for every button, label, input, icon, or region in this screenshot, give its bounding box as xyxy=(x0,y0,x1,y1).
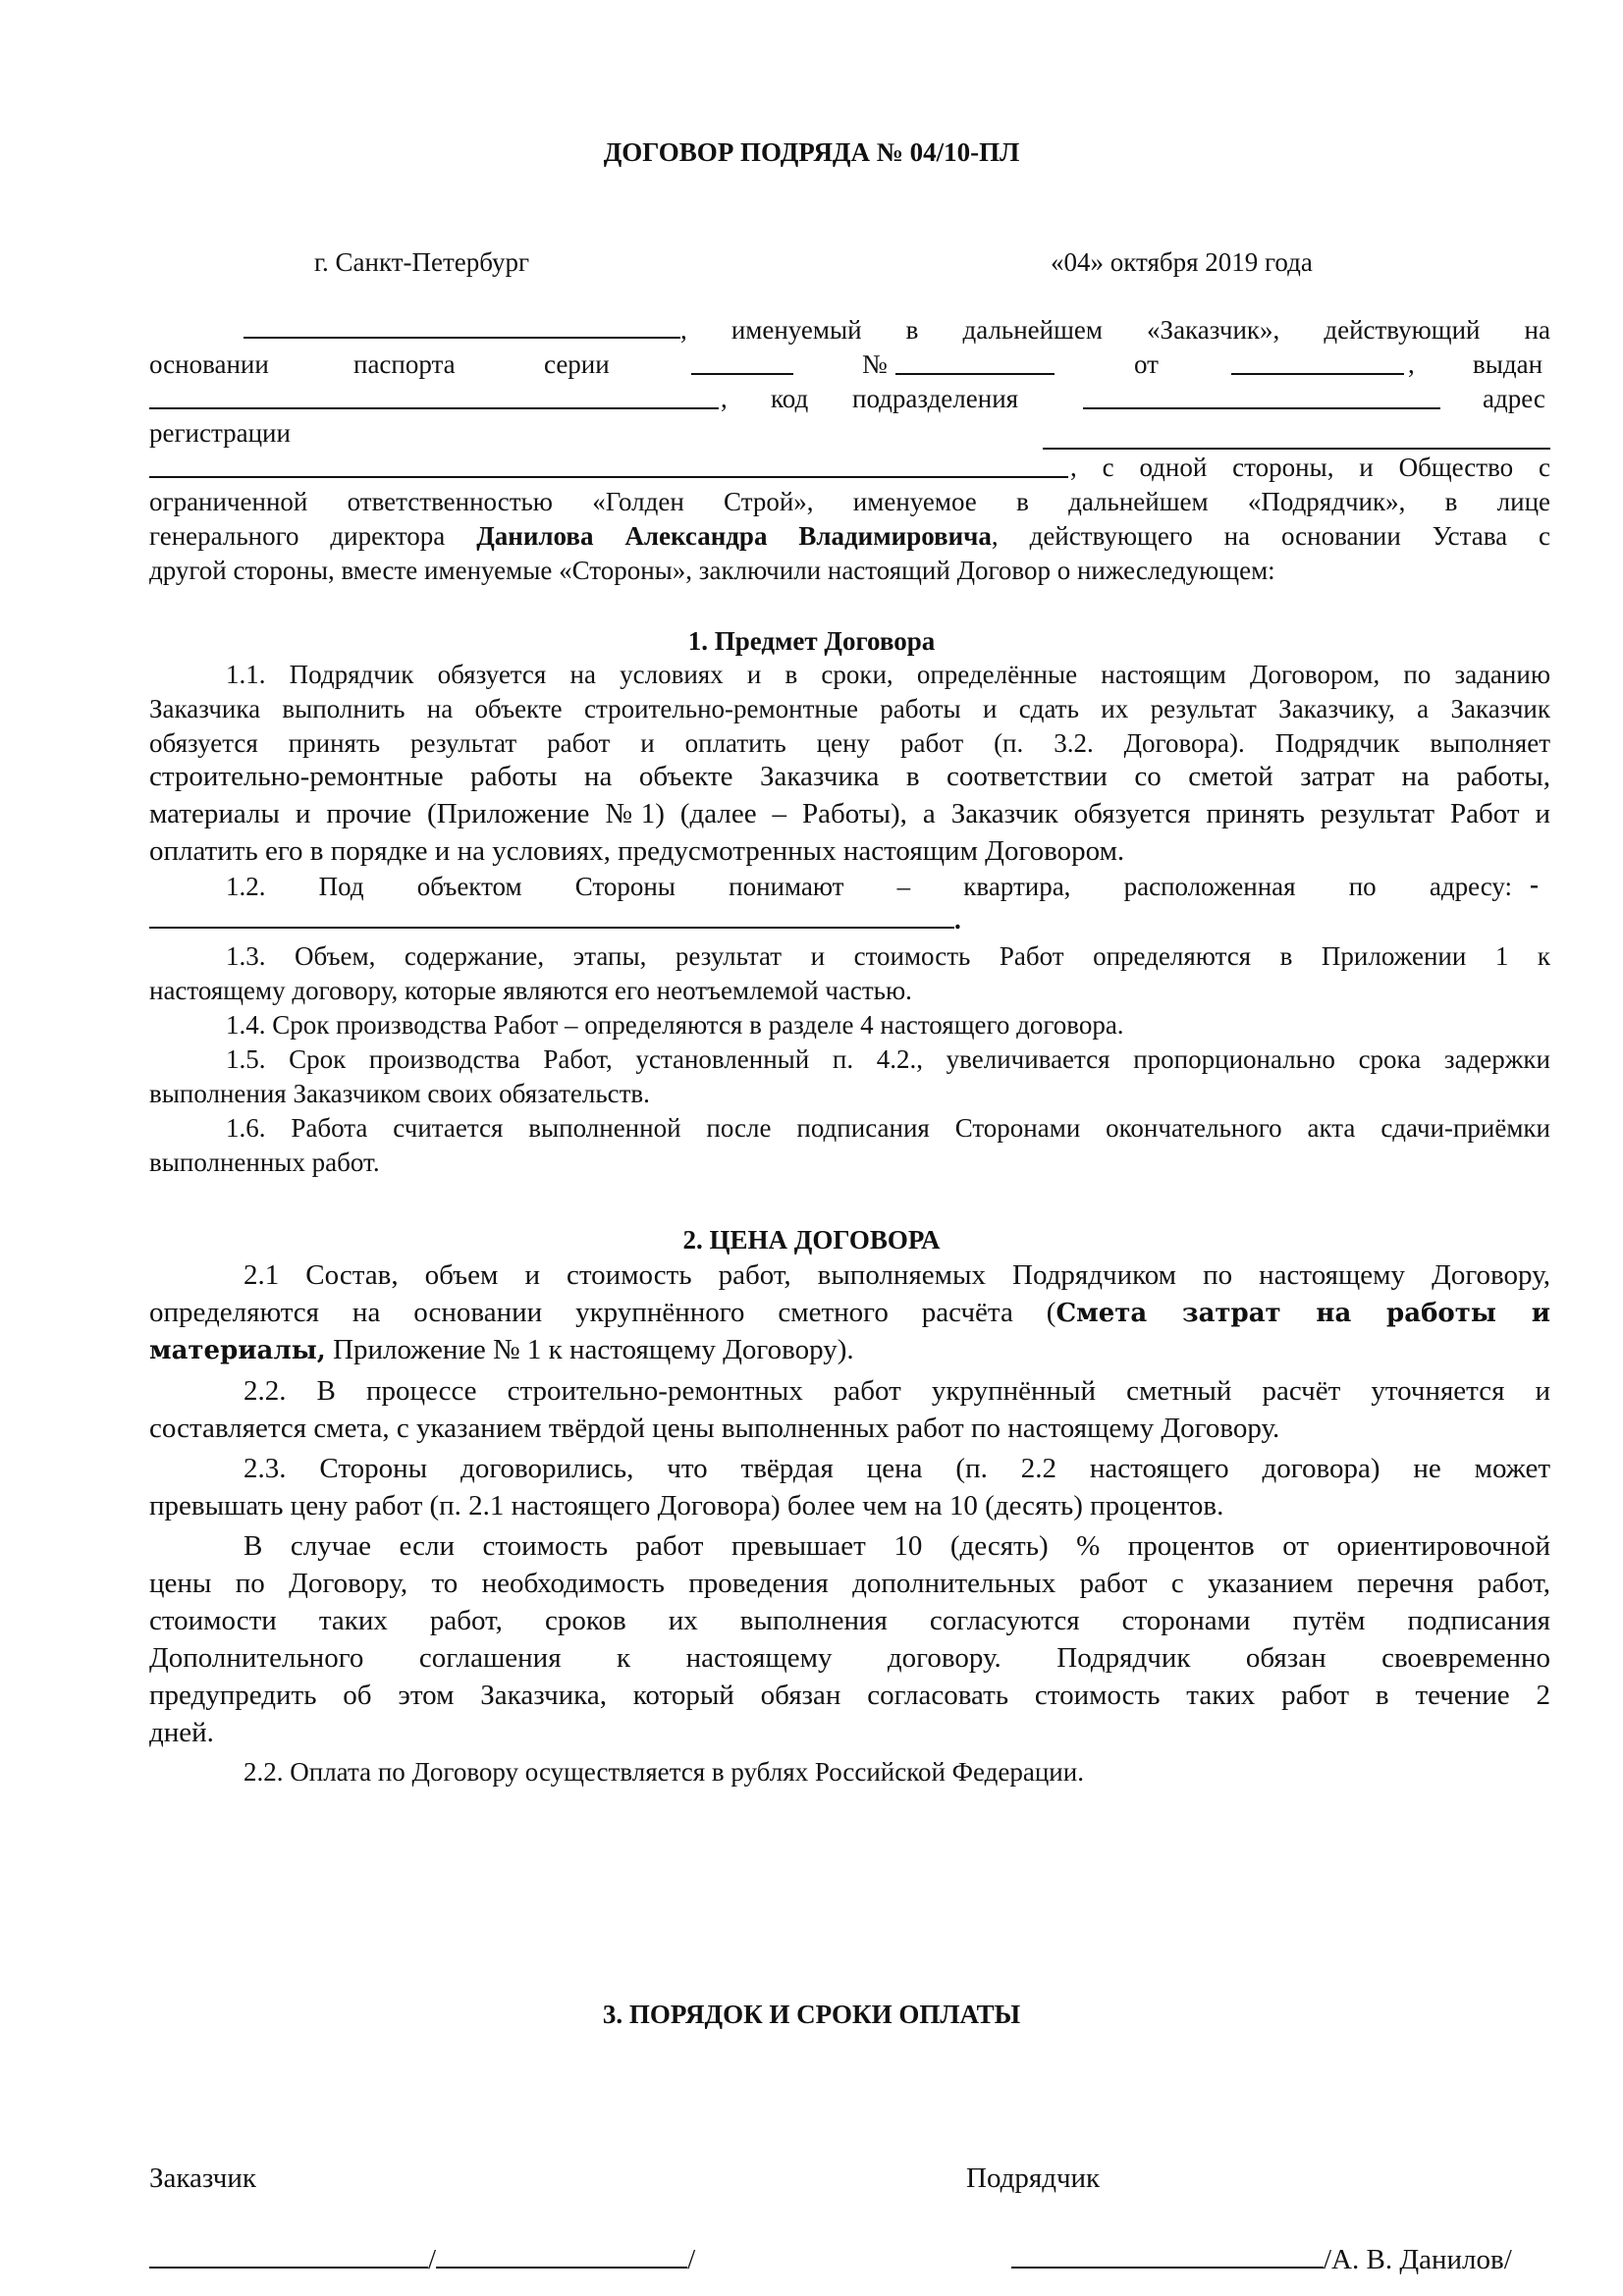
registration-address-blank xyxy=(1043,424,1550,450)
object-address-blank xyxy=(149,903,954,929)
s2-line-5: составляется смета, с указанием твёрдой цены выполненных работ по настоящему Договору. xyxy=(149,1413,1280,1444)
s2-line-1: 2.1 Состав, объем и стоимость работ, выполняемых Подрядчиком по настоящему Договору, xyxy=(243,1259,1550,1291)
s2-line-6: 2.3. Стороны договорились, что твёрдая цена (п. 2.2 настоящего договора) не может xyxy=(243,1453,1550,1484)
s1-line-2: Заказчика выполнить на объекте строительно-ремонтные работы и сдать их результат Заказчику, а Заказчик xyxy=(149,694,1550,723)
s1-line-4: строительно-ремонтные работы на объекте Заказчика в соответствии со сметой затрат на работы, xyxy=(149,761,1550,792)
document-title: ДОГОВОР ПОДРЯДА № 04/10-ПЛ xyxy=(603,137,1020,167)
s2-line-10: стоимости таких работ, сроков их выполнения согласуются сторонами путём подписания xyxy=(149,1605,1550,1636)
passport-number-blank xyxy=(895,349,1055,375)
contractor-signature-line xyxy=(1011,2241,1512,2278)
s2-line-12: предупредить об этом Заказчика, который обязан согласовать стоимость таких работ в течение 2 xyxy=(149,1680,1550,1711)
s2-line-3: материалы, Приложение № 1 к настоящему Договору). xyxy=(149,1334,854,1365)
s1-line-10: настоящему договору, которые являются его неотъемлемой частью. xyxy=(149,976,912,1005)
preamble-line-7: генерального директора Данилова Александра Владимировича, действующего на основании Устава с xyxy=(149,521,1550,551)
s1-line-12: 1.5. Срок производства Работ, установленный п. 4.2., увеличивается пропорционально срока задержки xyxy=(226,1044,1550,1074)
contract-page: ДОГОВОР ПОДРЯДА № 04/10-ПЛ г. Санкт-Петербург «04» октября 2019 года , именуемый в дальнейшем «Заказчик», действующий на основании паспорта серии № от , выдан , код подразделения адрес регистрации , с одной стороны, и Общество с ограниченной ответственностью «Голден Строй», именуемое в дальнейшем «Подрядчик», в лице генерального директора Данилова Александра Владимировича, действующего на основании Устава с другой стороны, вместе именуемые «Стороны», заключили настоящий Договор о нижеследующем: 1. Предмет Договора 1.1. Подрядчик обязуется на условиях и в сроки, определённые настоящим Договором, по заданию Заказчика выполнить на объекте строительно-ремонтные работы и сдать их результат Заказчику, а Заказчик обязуется принять результат работ и оплатить цену работ (п. 3.2. Договора). Подрядчик выполняет строительно-ремонтные работы на объекте Заказчика в соответствии со сметой затрат на работы, материалы и прочие (Приложение №1) (далее – Работы), а Заказчик обязуется принять результат Работ и оплатить его в порядке и на условиях, предусмотренных настоящим Договором. 1.2. Под объектом Стороны понимают – квартира, расположенная по адресу: - . 1.3. Объем, содержание, этапы, результат и стоимость Работ определяются в Приложении 1 к настоящему договору, которые являются его неотъемлемой частью. 1.4. Срок производства Работ – определяются в разделе 4 настоящего договора. 1.5. Срок производства Работ, установленный п. 4.2., увеличивается пропорционально срока задержки выполнения Заказчиком своих обязательств. 1.6. Работа считается выполненной после подписания Сторонами окончательного акта сдачи-приёмки выполненных работ. 2. ЦЕНА ДОГОВОРА 2.1 Состав, объем и стоимость работ, выполняемых Подрядчиком по настоящему Договору, определяются на основании укрупнённого сметного расчёта (Смета затрат на работы и материалы, Приложение № 1 к настоящему Договору). 2.2. В процессе строительно-ремонтных работ укрупнённый сметный расчёт уточняется и составляется смета, с указанием твёрдой цены выполненных работ по настоящему Договору. 2.3. Стороны договорились, что твёрдая цена (п. 2.2 настоящего договора) не может превышать цену работ (п. 2.1 настоящего Договора) более чем на 10 (десять) процентов. В случае если стоимость работ превышает 10 (десять) % процентов от ориентировочной цены по Договору, то необходимость проведения дополнительных работ с указанием перечня работ, стоимости таких работ, сроков их выполнения согласуются сторонами путём подписания Дополнительного соглашения к настоящему договору. Подрядчик обязан своевременно предупредить об этом Заказчика, который обязан согласовать стоимость таких работ в течение 2 дней. 2.2. Оплата по Договору осуществляется в рублях Российской Федерации. 3. ПОРЯДОК И СРОКИ ОПЛАТЫ Заказчик Подрядчик / / /А. В. Данилов/ xyxy=(0,0,1623,2296)
customer-name-blank xyxy=(243,313,680,339)
s1-line-1: 1.1. Подрядчик обязуется на условиях и в сроки, определённые настоящим Договором, по заданию xyxy=(226,660,1550,689)
s1-line-14: 1.6. Работа считается выполненной после подписания Сторонами окончательного акта сдачи-приёмки xyxy=(226,1113,1550,1143)
preamble-line-6: ограниченной ответственностью «Голден Строй», именуемое в дальнейшем «Подрядчик», в лице xyxy=(149,487,1550,516)
division-code-blank xyxy=(1083,384,1440,409)
s2-line-8: В случае если стоимость работ превышает 10 (десять) % процентов от ориентировочной xyxy=(243,1530,1550,1562)
s1-line-9: 1.3. Объем, содержание, этапы, результат и стоимость Работ определяются в Приложении 1 к xyxy=(226,941,1550,971)
s1-line-13: выполнения Заказчиком своих обязательств. xyxy=(149,1079,650,1108)
contractor-label: Подрядчик xyxy=(966,2163,1101,2194)
s1-line-15: выполненных работ. xyxy=(149,1148,380,1177)
s2-line-13: дней. xyxy=(149,1717,214,1748)
s2-line-14: 2.2. Оплата по Договору осуществляется в рублях Российской Федерации. xyxy=(243,1757,1084,1787)
s2-line-11: Дополнительного соглашения к настоящему договору. Подрядчик обязан своевременно xyxy=(149,1642,1550,1674)
contractor-signature-blank[interactable] xyxy=(1011,2243,1324,2269)
s1-line-11: 1.4. Срок производства Работ – определяются в разделе 4 настоящего договора. xyxy=(226,1010,1124,1040)
passport-issued-by-blank xyxy=(149,384,719,409)
contractor-name: /А. В. Данилов/ xyxy=(1324,2244,1512,2275)
passport-series-blank xyxy=(691,349,793,375)
section-1-heading: 1. Предмет Договора xyxy=(687,626,936,656)
customer-signature-blank[interactable] xyxy=(149,2243,428,2269)
preamble-line-1: , именуемый в дальнейшем «Заказчик», действующий на xyxy=(243,313,1550,347)
passport-date-blank xyxy=(1231,349,1404,375)
section-3-heading: 3. ПОРЯДОК И СРОКИ ОПЛАТЫ xyxy=(602,2000,1021,2029)
s2-line-9: цены по Договору, то необходимость проведения дополнительных работ с указанием перечня работ, xyxy=(149,1568,1550,1599)
s2-line-7: превышать цену работ (п. 2.1 настоящего Договора) более чем на 10 (десять) процентов. xyxy=(149,1490,1224,1522)
customer-signature-line: / / xyxy=(149,2241,695,2278)
preamble-line-8: другой стороны, вместе именуемые «Стороны», заключили настоящий Договор о нижеследующем: xyxy=(149,556,1275,585)
contract-date: «04» октября 2019 года xyxy=(1051,247,1313,277)
contract-city: г. Санкт-Петербург xyxy=(314,247,530,277)
s1-line-8: . xyxy=(149,903,961,936)
s1-line-6: оплатить его в порядке и на условиях, предусмотренных настоящим Договором. xyxy=(149,835,1125,867)
s2-line-4: 2.2. В процессе строительно-ремонтных работ укрупнённый сметный расчёт уточняется и xyxy=(243,1375,1550,1407)
estimate-title: Смета затрат на работы и xyxy=(1055,1299,1550,1328)
s1-line-5: материалы и прочие (Приложение №1) (далее – Работы), а Заказчик обязуется принять результат Работ и xyxy=(149,798,1550,829)
s2-line-2: определяются на основании укрупнённого сметного расчёта (Смета затрат на работы и xyxy=(149,1297,1550,1328)
director-name: Данилова Александра Владимировича xyxy=(476,521,992,551)
section-2-heading: 2. ЦЕНА ДОГОВОРА xyxy=(682,1225,941,1255)
registration-address-blank-2 xyxy=(149,453,1068,478)
s1-line-7: 1.2. Под объектом Стороны понимают – квартира, расположенная по адресу: xyxy=(226,872,1512,901)
customer-label: Заказчик xyxy=(149,2163,256,2194)
s1-address-dash: - xyxy=(1530,870,1539,899)
customer-name-signature-blank[interactable] xyxy=(436,2243,687,2269)
s1-line-3: обязуется принять результат работ и оплатить цену работ (п. 3.2. Договора). Подрядчик выполняет xyxy=(149,728,1550,758)
